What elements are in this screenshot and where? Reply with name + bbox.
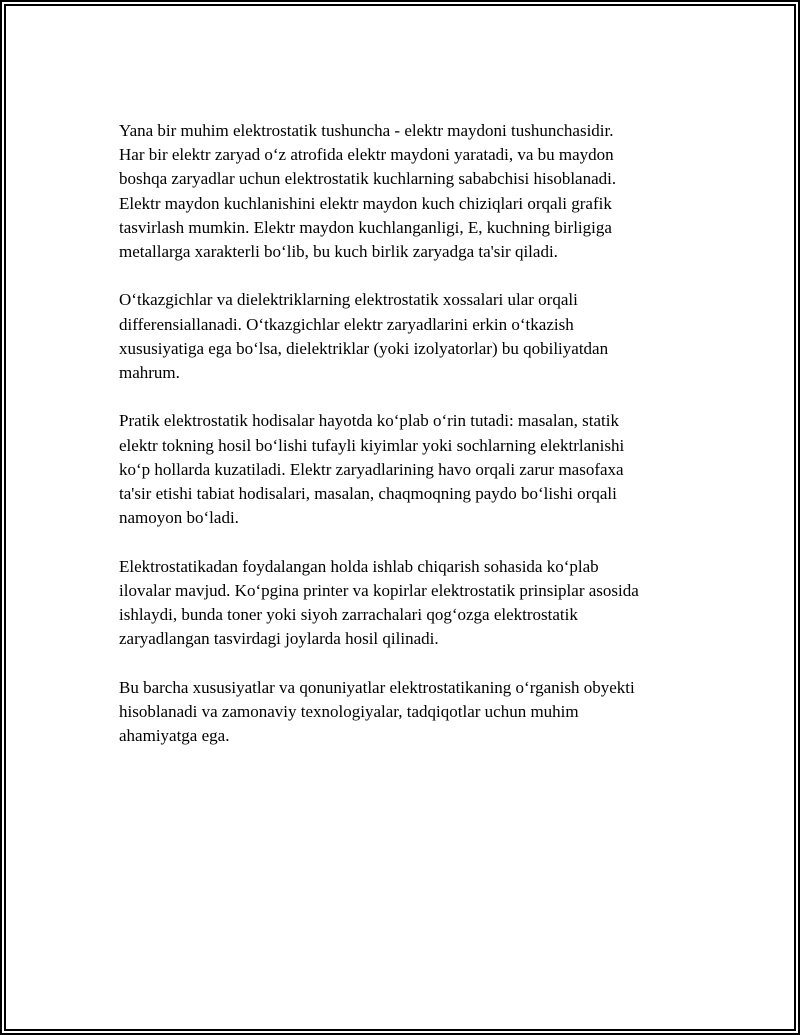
paragraph-conductors-dielectrics: O‘tkazgichlar va dielektriklarning elektrostatik xossalari ular orqali differensiallanadi. O‘tkazgichlar elektr zaryadlarini erkin o‘tkazish xususiyatiga ega bo‘lsa, dielektriklar (yoki izolyatorlar) bu qobiliyatdan mahrum. <box>119 290 609 383</box>
paragraph-industrial-applications: Elektrostatikadan foydalangan holda ishlab chiqarish sohasida ko‘plab ilovalar mavjud. Ko‘pgina printer va kopirlar elektrostatik prinsiplar asosida ishlaydi, bunda toner yoki siyoh zarrachalari qog‘ozga elektrostatik zaryadlangan tasvirdagi joylarda hosil qilinadi. <box>119 556 639 649</box>
paragraph-practical-phenomena: Pratik elektrostatik hodisalar hayotda ko‘plab o‘rin tutadi: masalan, statik elektr tokning hosil bo‘lishi tufayli kiyimlar yoki sochlarning elektrlanishi ko‘p hollarda kuzatiladi. Elektr zaryadlarining havo orqali zarur masofaxa ta'sir etishi tabiat hodisalari, masalan, chaqmoqning paydo bo‘lishi orqali namoyon bo‘ladi. <box>119 411 625 528</box>
paragraph-conclusion: Bu barcha xususiyatlar va qonuniyatlar elektrostatikaning o‘rganish obyekti hisoblanadi va zamonaviy texnologiyalar, tadqiqotlar uchun muhim ahamiyatga ega. <box>119 677 635 746</box>
document-body <box>119 119 709 772</box>
paragraph-electric-field: Yana bir muhim elektrostatik tushuncha - elektr maydoni tushunchasidir. Har bir elektr zaryad o‘z atrofida elektr maydoni yaratadi, va bu maydon boshqa zaryadlar uchun elektrostatik kuchlarning sababchisi hisoblanadi. Elektr maydon kuchlanishini elektr maydon kuch chiziqlari orqali grafik tasvirlash mumkin. Elektr maydon kuchlanganligi, E, kuchning birligiga metallarga xarakterli bo‘lib, bu kuch birlik zaryadga ta'sir qiladi. <box>119 121 617 262</box>
